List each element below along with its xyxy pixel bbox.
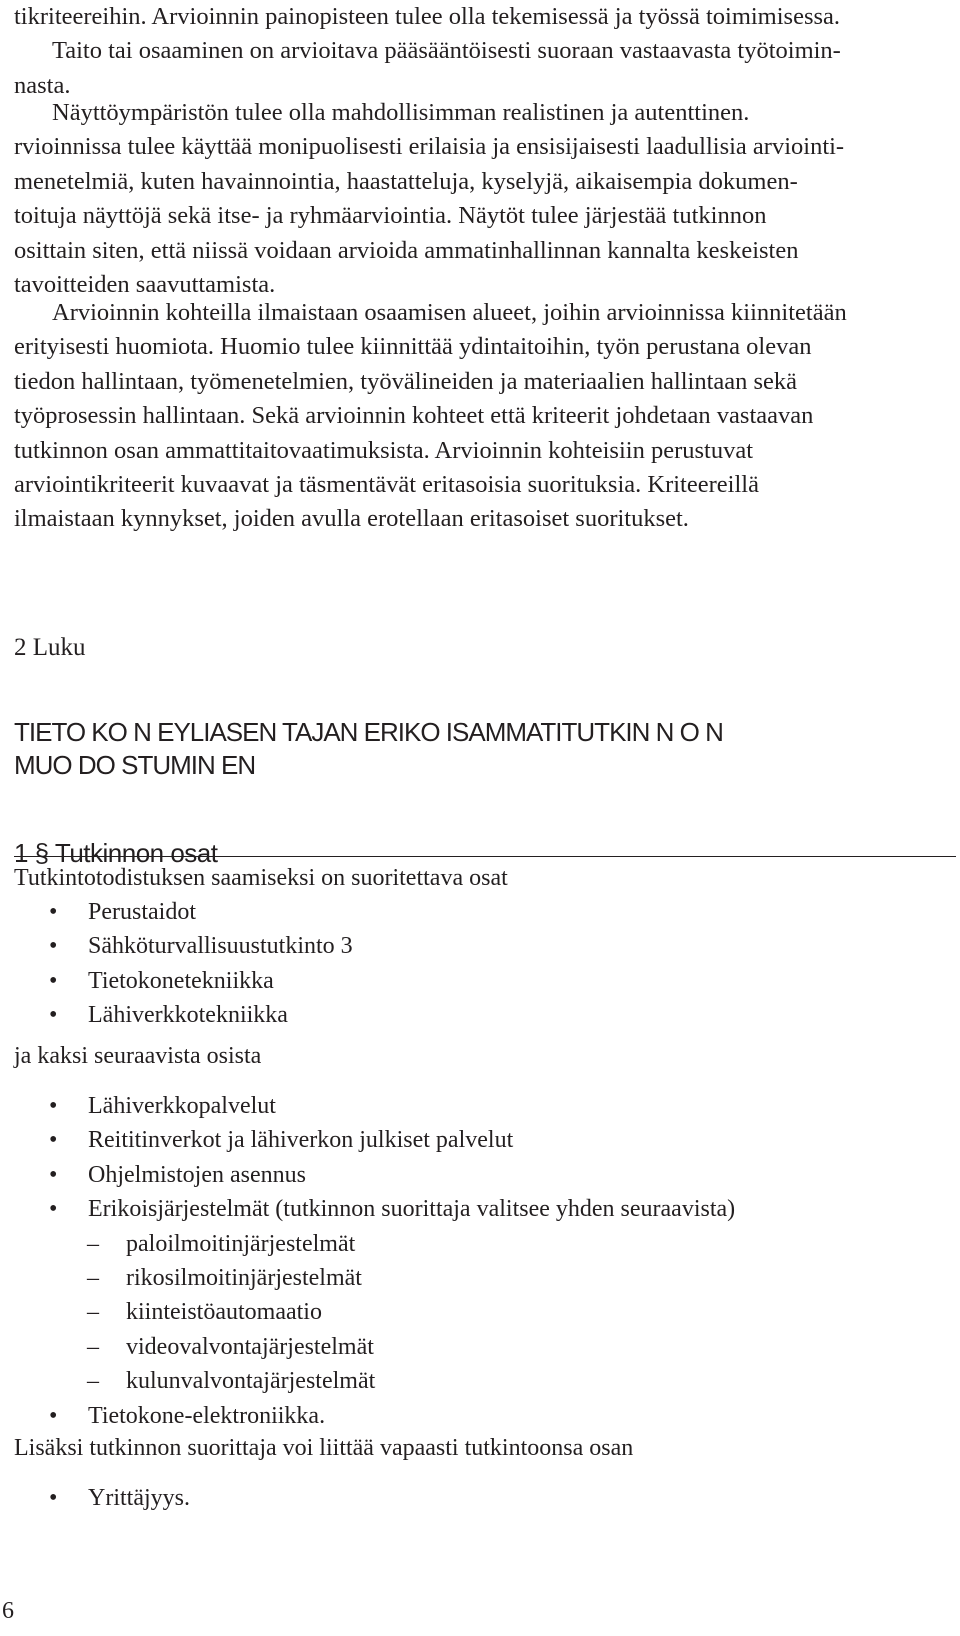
- sub-list-item-text: kulunvalvontajärjestelmät: [126, 1368, 376, 1395]
- paragraph-1: [14, 0, 960, 103]
- bullet: •: [49, 1093, 58, 1119]
- list-item-text: Sähköturvallisuustutkinto 3: [88, 933, 353, 960]
- text-line: Näyttöympäristön tulee olla mahdollisimman realistinen ja autenttinen.: [52, 99, 750, 126]
- chapter-title-line: TIETO KO N EYLIASEN TAJAN ERIKO ISAMMATITUTKIN N O N: [14, 717, 723, 747]
- choice-intro-text: ja kaksi seuraavista osista: [14, 1043, 262, 1069]
- bullet: •: [49, 1402, 58, 1429]
- text-line: työprosessin hallintaan. Sekä arvioinnin kohteet että kriteerit johdetaan vastaavan: [14, 402, 814, 430]
- dash: –: [87, 1264, 99, 1291]
- list-item-text: Ohjelmistojen asennus: [88, 1161, 306, 1188]
- text-line: rvioinnissa tulee käyttää monipuolisesti erilaisia ja ensisijaisesti laadullisia arviointi-: [14, 133, 845, 161]
- intro-text: Tutkintotodistuksen saamiseksi on suoritettava osat: [14, 865, 508, 891]
- chapter-title: [14, 716, 723, 782]
- bullet: •: [49, 1485, 58, 1511]
- text-line: erityisesti huomiota. Huomio tulee kiinnittää ydintaitoihin, työn perustana olevan: [14, 333, 812, 361]
- bullet: •: [49, 1127, 58, 1154]
- section-title: 1 § Tutkinnon osat: [14, 838, 218, 868]
- list-item-text: Lähiverkkopalvelut: [88, 1093, 276, 1119]
- list-item-text: Tietokone-elektroniikka.: [88, 1402, 326, 1429]
- paragraph-3: [14, 296, 960, 537]
- list-item-text: Reititinverkot ja lähiverkon julkiset palvelut: [88, 1127, 514, 1154]
- sub-list-item-text: videovalvontajärjestelmät: [126, 1333, 374, 1360]
- list-item-text: Perustaidot: [88, 899, 196, 925]
- chapter-label: 2 Luku: [14, 634, 86, 661]
- text-line: tutkinnon osan ammattitaitovaatimuksista. Arvioinnin kohteisiin perustuvat: [14, 436, 753, 464]
- text-line: toituja näyttöjä sekä itse- ja ryhmäarviointia. Näytöt tulee järjestää tutkinnon: [14, 202, 767, 230]
- page-number: 6: [2, 1598, 14, 1624]
- text-line: tikriteereihin. Arvioinnin painopisteen tulee olla tekemisessä ja työssä toimimisessa.: [14, 3, 841, 30]
- paragraph-2: [14, 96, 960, 302]
- text-line: ilmaistaan kynnykset, joiden avulla erotellaan eritasoiset suoritukset.: [14, 505, 689, 533]
- sub-list-item-text: paloilmoitinjärjestelmät: [126, 1230, 356, 1257]
- bullet: •: [49, 899, 58, 925]
- text-line: Arvioinnin kohteilla ilmaistaan osaamisen alueet, joihin arvioinnissa kiinnitetään: [52, 299, 847, 326]
- bullet: •: [49, 933, 58, 960]
- text-line: tiedon hallintaan, työmenetelmien, työvälineiden ja materiaalien hallintaan sekä: [14, 367, 798, 395]
- text-line: menetelmiä, kuten havainnointia, haastatteluja, kyselyjä, aikaisempia dokumen-: [14, 167, 798, 195]
- chapter-title-line: MUO DO STUMIN EN: [14, 750, 256, 780]
- text-line: tavoitteiden saavuttamista.: [14, 271, 276, 299]
- list-item-text: Lähiverkkotekniikka: [88, 1002, 288, 1029]
- extra-intro-text: Lisäksi tutkinnon suorittaja voi liittää vapaasti tutkintoonsa osan: [14, 1435, 634, 1461]
- list-item-text: Yrittäjyys.: [88, 1485, 190, 1511]
- text-line: osittain siten, että niissä voidaan arvioida ammatinhallinnan kannalta keskeisten: [14, 236, 799, 264]
- text-line: Taito tai osaaminen on arvioitava pääsääntöisesti suoraan vastaavasta työtoimin-: [52, 37, 841, 65]
- list-item-text: Erikoisjärjestelmät (tutkinnon suorittaja valitsee yhden seuraavista): [88, 1196, 736, 1223]
- list-item-text: Tietokonetekniikka: [88, 967, 274, 994]
- sub-list-item-text: rikosilmoitinjärjestelmät: [126, 1264, 362, 1291]
- text-line: arviointikriteerit kuvaavat ja täsmentävät eritasoisia suorituksia. Kriteereillä: [14, 471, 759, 499]
- bullet: •: [49, 967, 58, 994]
- dash: –: [87, 1299, 99, 1326]
- dash: –: [87, 1230, 99, 1257]
- text-line: nasta.: [14, 71, 71, 99]
- bullet: •: [49, 1196, 58, 1223]
- bullet: •: [49, 1002, 58, 1029]
- dash: –: [87, 1368, 99, 1395]
- bullet: •: [49, 1161, 58, 1188]
- dash: –: [87, 1333, 99, 1360]
- sub-list-item-text: kiinteistöautomaatio: [126, 1299, 322, 1326]
